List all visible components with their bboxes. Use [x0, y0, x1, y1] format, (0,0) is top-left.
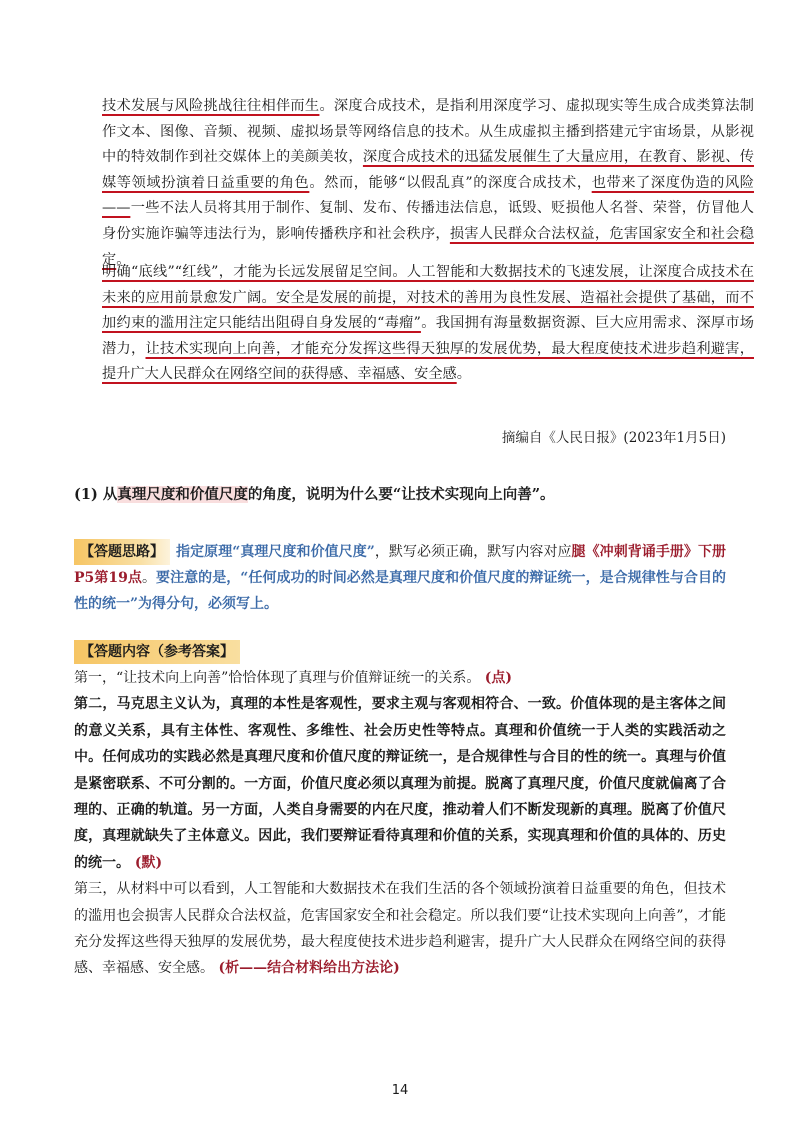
- text-segment: 。我国拥有海量数据资源、巨大应用需求、深厚市场潜力，: [102, 315, 754, 357]
- answer-point-3: [74, 876, 726, 982]
- underlined-sentence: 明确“底线”“红线”，才能为长远发展留足空间。人工智能和大数据技术的飞速发展，让深度合成技术在未来的应用前景愈发广阔。安全是发展的前提，对技术的善用为良性发展、造福社会提供了基础，而不加约束的滥用注定只能结出阻碍自身发展的“毒瘤”: [102, 264, 754, 332]
- text-segment: 一些不法人员将其用于制作、复制、发布、传播违法信息，诋毁、贬损他人名誉、荣誉，仿冒他人身份实施诈骗等违法行为，影响传播秩序和社会秩序，: [102, 200, 754, 242]
- hint-tag: 【答题思路】: [74, 539, 170, 565]
- text-segment: 。: [456, 366, 471, 383]
- hint-text: ，默写必须正确，默写内容对应: [374, 544, 572, 560]
- hint-principle: 指定原理“真理尺度和价值尺度”: [176, 544, 375, 560]
- source-citation: 摘编自《人民日报》(2023年1月5日): [501, 430, 726, 446]
- underlined-sentence: 损害人民群众合法权益，危害国家安全和社会稳定: [102, 225, 754, 268]
- answer-text: 第二，马克思主义认为，真理的本性是客观性，要求主观与客观相符合、一致。价值体现的是主客体之间的意义关系，具有主体性、客观性、多维性、社会历史性等特点。真理和价值统一于人类的实践活动之中。任何成功的实践必然是真理尺度和价值尺度的辩证统一，是合规律性与合目的性的统一。真理与价值是紧密联系、不可分割的。一方面，价值尺度必须以真理为前提。脱离了真理尺度，价值尺度就偏离了合理的、正确的轨道。另一方面，人类自身需要的内在尺度，推动着人们不断发现新的真理。脱离了价值尺度，真理就缺失了主体意义。因此，我们要辩证看待真理和价值的关系，实现真理和价值的具体的、历史的统一。: [74, 696, 726, 871]
- material-paragraph-2: [74, 260, 754, 388]
- hint-reference: 腿《冲刺背诵手册》下册P5第19点: [74, 544, 727, 586]
- question-prefix: (1) 从: [74, 486, 118, 503]
- answer-mark: (析——结合材料给出方法论): [218, 960, 400, 977]
- material-paragraph-1: [74, 94, 754, 273]
- answer-text: 第一，“让技术向上向善”恰恰体现了真理与价值辩证统一的关系。: [74, 670, 481, 686]
- answer-point-2: [74, 691, 726, 876]
- answer-content: [74, 665, 726, 982]
- answer-hint-section: [74, 539, 726, 617]
- underlined-sentence: 让技术实现向上向善，才能充分发挥这些得天独厚的发展优势，最大程度使技术进步趋利避害，提升广大人民群众在网络空间的获得感、幸福感、安全感: [102, 340, 754, 383]
- question-1: [74, 484, 726, 506]
- underlined-sentence: 深度合成技术的迅猛发展催生了大量应用，在教育、影视、传媒等领域扮演着日益重要的角色: [102, 149, 754, 191]
- answer-text: 第三，从材料中可以看到，人工智能和大数据技术在我们生活的各个领域扮演着日益重要的角色，但技术的滥用也会损害人民群众合法权益，危害国家安全和社会稳定。所以我们要“让技术实现向上向善”，才能充分发挥这些得天独厚的发展优势，最大程度使技术进步趋利避害，提升广大人民群众在网络空间的获得感、幸福感、安全感。: [74, 881, 726, 977]
- text-segment: 。: [116, 251, 131, 268]
- answer-tag: 【答题内容（参考答案】: [74, 640, 240, 664]
- page-number: 14: [391, 1083, 409, 1098]
- underlined-sentence: 也带来了深度伪造的风险——: [102, 174, 754, 217]
- answer-mark: (点): [484, 670, 513, 686]
- question-suffix: 的角度，说明为什么要“让技术实现向上向善”。: [247, 486, 555, 503]
- underlined-sentence: 技术发展与风险挑战往往相伴而生: [102, 98, 320, 114]
- answer-point-1: [74, 665, 726, 691]
- text-segment: 。然而，能够“以假乱真”的深度合成技术，: [309, 174, 592, 191]
- text-segment: 。深度合成技术，是指利用深度学习、虚拟现实等生成合成类算法制作文本、图像、音频、视频、虚拟场景等网络信息的技术。从生成虚拟主播到搭建元宇宙场景，从影视中的特效制作到社交媒体上的美颜美妆，: [102, 98, 754, 166]
- hint-text: 。: [141, 570, 157, 586]
- highlighted-keyword: 真理尺度和价值尺度: [117, 486, 248, 503]
- answer-mark: (默): [134, 854, 163, 871]
- hint-note: 要注意的是，“任何成功的时间必然是真理尺度和价值尺度的辩证统一，是合规律性与合目的性的统一”为得分句，必须写上。: [74, 570, 726, 612]
